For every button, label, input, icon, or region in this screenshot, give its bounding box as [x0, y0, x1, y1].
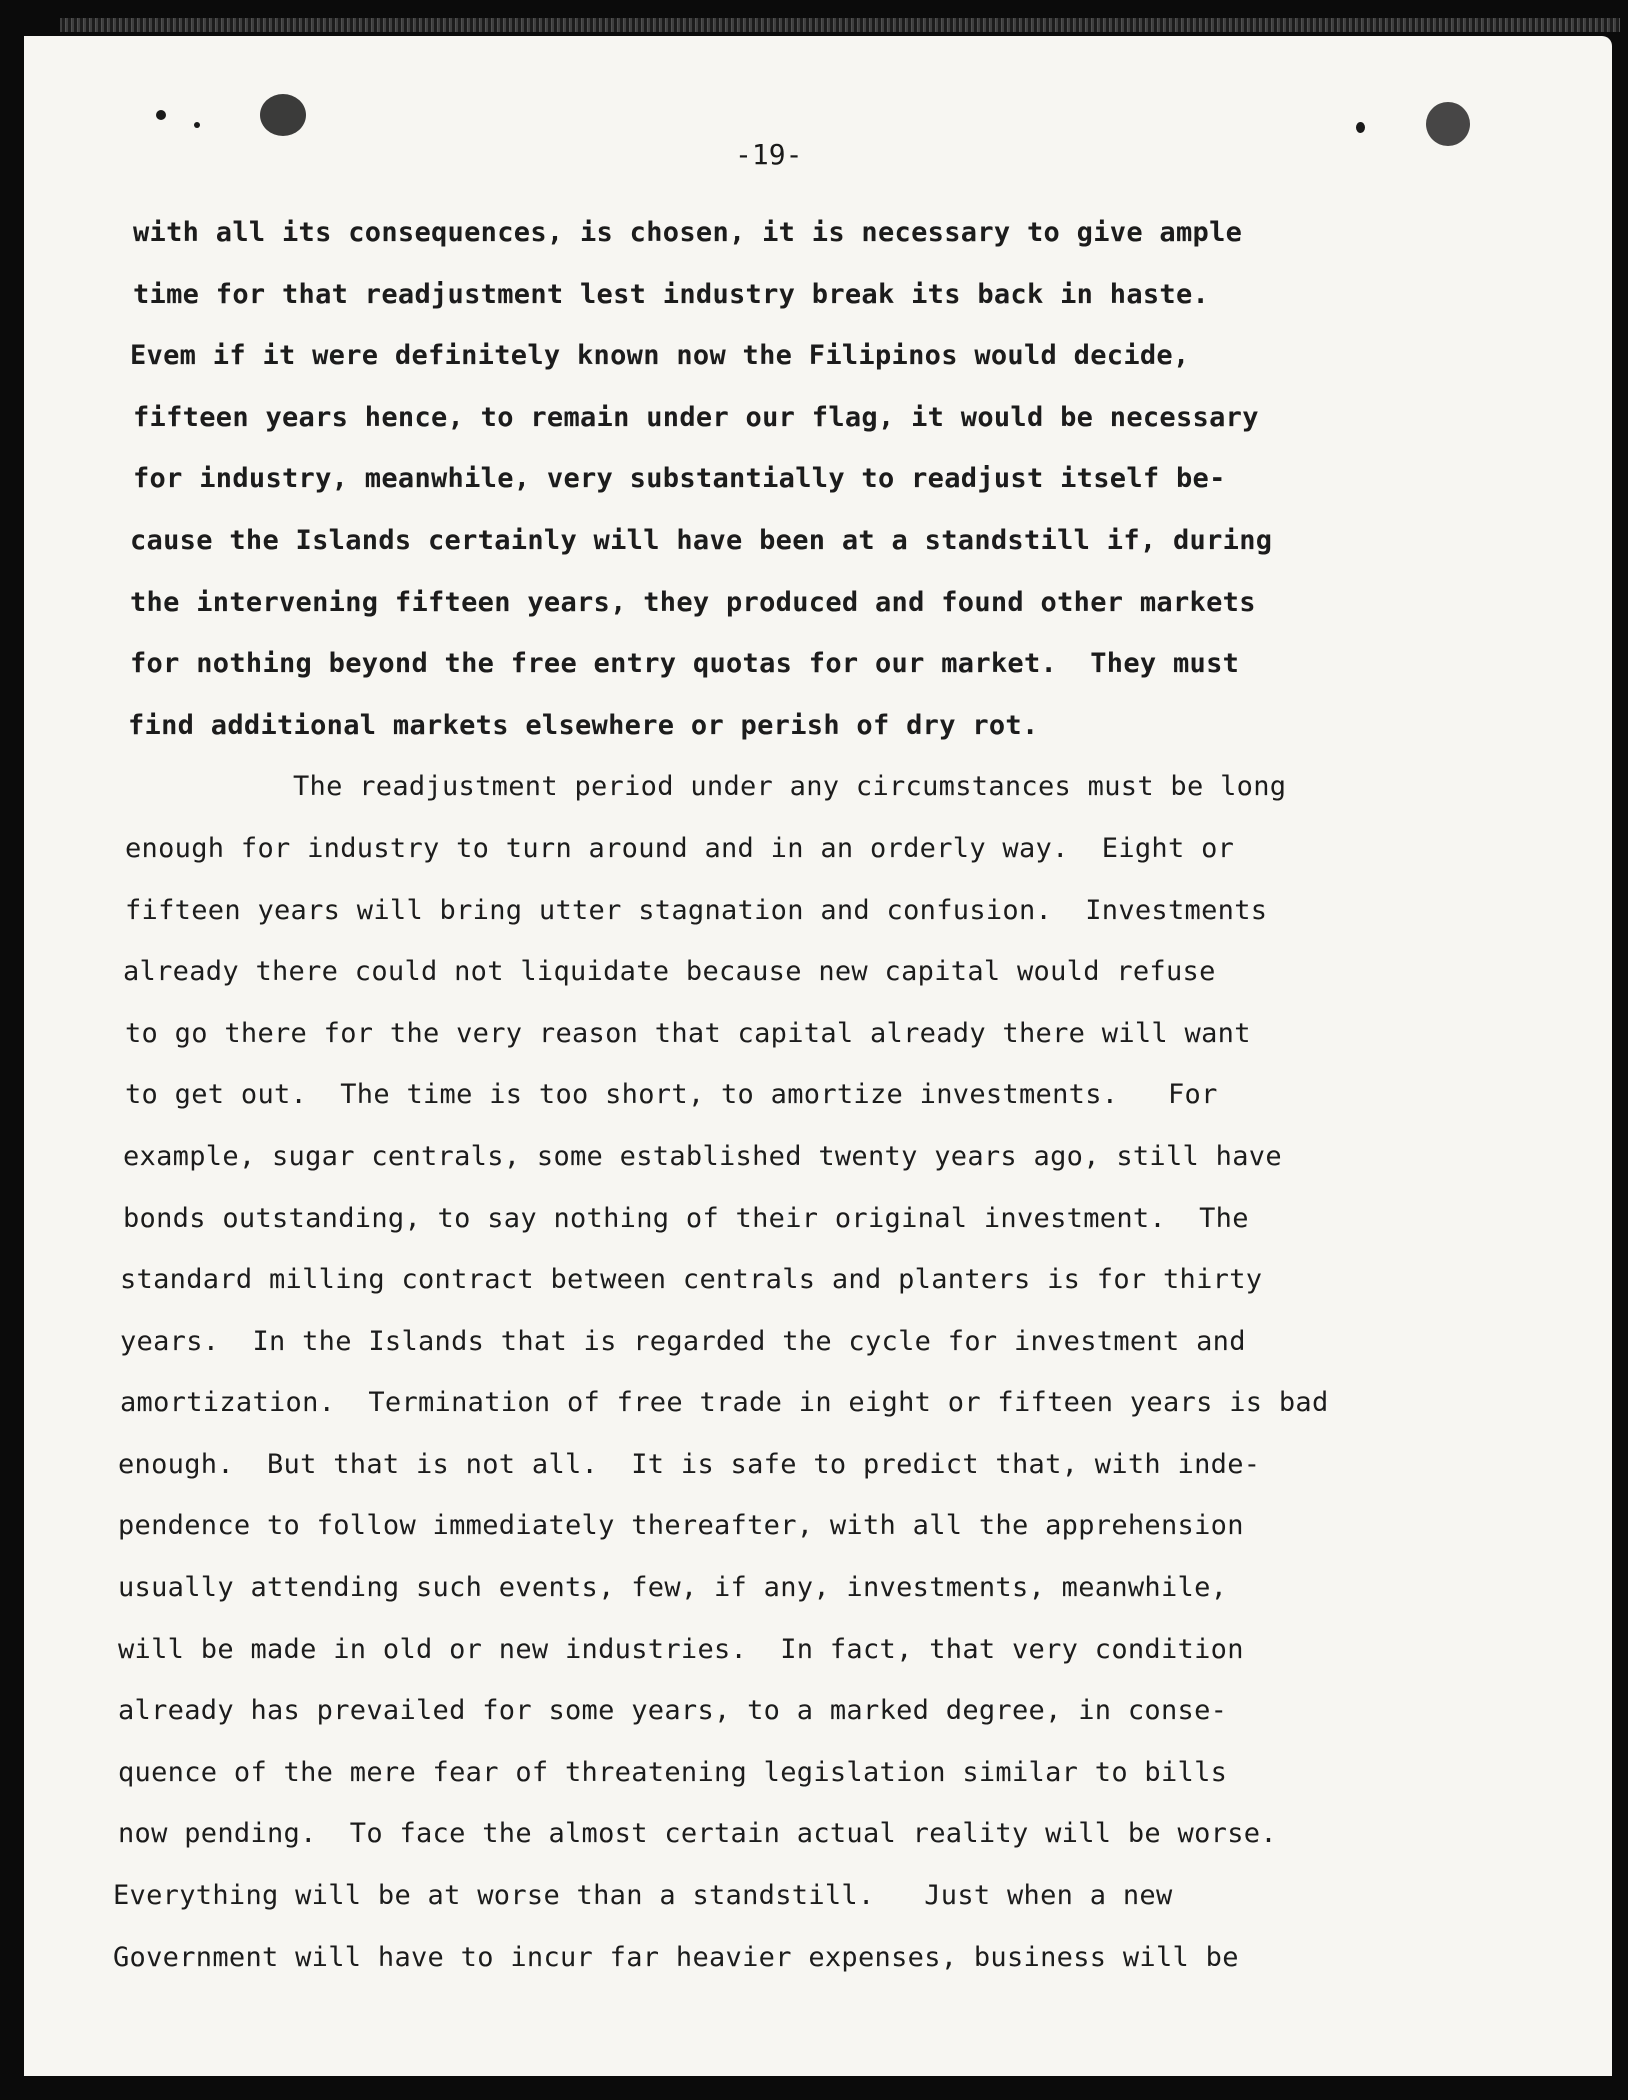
page-number: -19-	[735, 138, 803, 171]
text-line: now pending. To face the almost certain actual reality will be worse.	[118, 1818, 1277, 1850]
text-line: will be made in old or new industries. In fact, that very condition	[118, 1633, 1244, 1665]
punch-hole-right	[1426, 102, 1470, 146]
text-line: pendence to follow immediately thereafter, with all the apprehension	[118, 1510, 1244, 1542]
text-line: enough. But that is not all. It is safe to predict that, with inde-	[118, 1448, 1261, 1480]
text-line: to go there for the very reason that capital already there will want	[125, 1017, 1251, 1049]
text-line: Government will have to incur far heavier expenses, business will be	[113, 1941, 1239, 1973]
text-line: for nothing beyond the free entry quotas for our market. They must	[130, 648, 1240, 680]
text-line: The readjustment period under any circumstances must be long	[293, 771, 1287, 803]
text-line: fifteen years hence, to remain under our flag, it would be necessary	[133, 401, 1259, 433]
text-line: standard milling contract between centrals and planters is for thirty	[120, 1264, 1263, 1296]
punch-hole-left	[260, 94, 306, 136]
text-line: already has prevailed for some years, to a marked degree, in conse-	[118, 1695, 1228, 1727]
text-line: cause the Islands certainly will have been at a standstill if, during	[130, 524, 1273, 556]
smudge-left-2	[194, 122, 200, 128]
text-line: with all its consequences, is chosen, it is necessary to give ample	[133, 217, 1243, 248]
text-line: already there could not liquidate because new capital would refuse	[123, 956, 1216, 988]
text-line: fifteen years will bring utter stagnation and confusion. Investments	[125, 894, 1268, 926]
text-line: example, sugar centrals, some established twenty years ago, still have	[123, 1140, 1282, 1172]
text-line: find additional markets elsewhere or perish of dry rot.	[128, 709, 1039, 741]
text-line: bonds outstanding, to say nothing of their original investment. The	[123, 1202, 1249, 1234]
text-line: the intervening fifteen years, they produced and found other markets	[130, 586, 1256, 618]
text-line: Everything will be at worse than a standstill. Just when a new	[113, 1880, 1173, 1912]
text-line: to get out. The time is too short, to amortize investments. For	[125, 1079, 1218, 1111]
text-line: quence of the mere fear of threatening legislation similar to bills	[118, 1756, 1228, 1788]
text-line: amortization. Termination of free trade in eight or fifteen years is bad	[120, 1387, 1329, 1419]
text-line: years. In the Islands that is regarded the cycle for investment and	[120, 1325, 1246, 1357]
smudge-right	[1356, 122, 1365, 133]
body-text	[108, 202, 1528, 1988]
text-line: enough for industry to turn around and in an orderly way. Eight or	[125, 832, 1235, 864]
text-line: usually attending such events, few, if any, investments, meanwhile,	[118, 1572, 1228, 1604]
text-line: time for that readjustment lest industry break its back in haste.	[133, 278, 1210, 310]
text-line: for industry, meanwhile, very substantially to readjust itself be-	[133, 463, 1226, 495]
smudge-left	[156, 110, 166, 120]
text-line: Evem if it were definitely known now the Filipinos would decide,	[130, 340, 1190, 372]
paper-edge	[60, 18, 1620, 32]
